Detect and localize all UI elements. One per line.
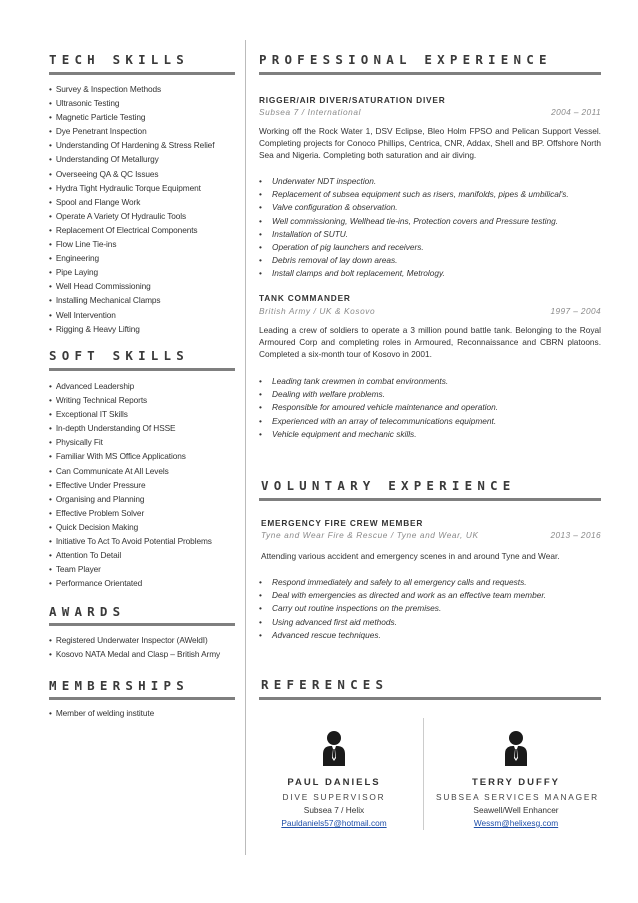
list-item: • Valve configuration & observation. <box>259 201 569 214</box>
column-divider <box>245 40 246 855</box>
list-item: • Installation of SUTU. <box>259 228 569 241</box>
list-item: • Leading tank crewmen in combat environments. <box>259 375 498 388</box>
job-duties-list <box>259 576 546 642</box>
tech-skills-heading: TECH SKILLS <box>49 52 189 67</box>
reference-card <box>436 730 599 828</box>
list-item: • Carry out routine inspections on the premises. <box>259 602 546 615</box>
memberships-list <box>49 706 154 720</box>
tech-skills-rule <box>49 72 235 75</box>
list-item: • Magnetic Particle Testing <box>49 110 214 124</box>
list-item: • Responsible for amoured vehicle maintenance and operation. <box>259 401 498 414</box>
list-item: • Member of welding institute <box>49 706 154 720</box>
list-item: • Well Intervention <box>49 308 214 322</box>
list-item: • Understanding Of Metallurgy <box>49 152 214 166</box>
list-item: • Using advanced first aid methods. <box>259 616 546 629</box>
list-item: • Quick Decision Making <box>49 520 212 534</box>
list-item: • Debris removal of lay down areas. <box>259 254 569 267</box>
job-duties-list <box>259 175 569 281</box>
professional-experience-rule <box>259 72 601 75</box>
tech-skills-list <box>49 82 214 336</box>
reference-email-link[interactable]: Wessm@helixesg.com <box>473 818 559 828</box>
list-item: • Exceptional IT Skills <box>49 407 212 421</box>
list-item: • Replacement Of Electrical Components <box>49 223 214 237</box>
list-item: • Can Communicate At All Levels <box>49 464 212 478</box>
list-item: • Dealing with welfare problems. <box>259 388 498 401</box>
list-item: • Kosovo NATA Medal and Clasp – British Army <box>49 647 220 661</box>
job-title: EMERGENCY FIRE CREW MEMBER <box>261 518 424 528</box>
list-item: • Attention To Detail <box>49 548 212 562</box>
list-item: • Understanding Of Hardening & Stress Relief <box>49 138 214 152</box>
awards-heading: AWARDS <box>49 604 126 619</box>
references-rule <box>259 697 601 700</box>
reference-name: TERRY DUFFY <box>472 777 560 788</box>
job-employer: British Army / UK & Kosovo <box>259 306 376 316</box>
job-title: TANK COMMANDER <box>259 293 351 303</box>
list-item: • Overseeing QA & QC Issues <box>49 167 214 181</box>
list-item: • Advanced Leadership <box>49 379 212 393</box>
list-item: • Vehicle equipment and mechanic skills. <box>259 428 498 441</box>
list-item: • Replacement of subsea equipment such as risers, manifolds, pipes & umbilical's. <box>259 188 569 201</box>
awards-rule <box>49 623 235 626</box>
list-item: • Writing Technical Reports <box>49 393 212 407</box>
job-employer: Subsea 7 / International <box>259 107 362 117</box>
list-item: • Well Head Commissioning <box>49 279 214 293</box>
references-heading: REFERENCES <box>261 677 389 692</box>
list-item: • Experienced with an array of telecommunications equipment. <box>259 415 498 428</box>
list-item: • Flow Line Tie-ins <box>49 237 214 251</box>
professional-experience-heading: PROFESSIONAL EXPERIENCE <box>259 52 552 67</box>
list-item: • Deal with emergencies as directed and work as an effective team member. <box>259 589 546 602</box>
list-item: • Physically Fit <box>49 435 212 449</box>
job-dates: 2004 – 2011 <box>551 107 601 117</box>
list-item: • Hydra Tight Hydraulic Torque Equipment <box>49 181 214 195</box>
job-summary: Attending various accident and emergency scenes in and around Tyne and Wear. <box>261 551 560 561</box>
reference-company: Seawell/Well Enhancer <box>473 805 559 815</box>
list-item: • Ultrasonic Testing <box>49 96 214 110</box>
list-item: • Initiative To Act To Avoid Potential Problems <box>49 534 212 548</box>
job-duties-list <box>259 375 498 441</box>
list-item: • Effective Problem Solver <box>49 506 212 520</box>
list-item: • Advanced rescue techniques. <box>259 629 546 642</box>
list-item: • Pipe Laying <box>49 265 214 279</box>
list-item: • In-depth Understanding Of HSSE <box>49 421 212 435</box>
list-item: • Install clamps and bolt replacement, Metrology. <box>259 267 569 280</box>
list-item: • Familiar With MS Office Applications <box>49 449 212 463</box>
reference-role: DIVE SUPERVISOR <box>282 792 386 802</box>
soft-skills-heading: SOFT SKILLS <box>49 348 189 363</box>
memberships-heading: MEMBERSHIPS <box>49 678 189 693</box>
reference-name: PAUL DANIELS <box>287 777 381 788</box>
memberships-rule <box>49 697 235 700</box>
list-item: • Underwater NDT inspection. <box>259 175 569 188</box>
job-dates: 2013 – 2016 <box>550 530 601 540</box>
list-item: • Spool and Flange Work <box>49 195 214 209</box>
person-icon <box>504 730 528 766</box>
list-item: • Operation of pig launchers and receivers. <box>259 241 569 254</box>
list-item: • Engineering <box>49 251 214 265</box>
list-item: • Team Player <box>49 562 212 576</box>
list-item: • Survey & Inspection Methods <box>49 82 214 96</box>
references-divider <box>423 718 424 830</box>
voluntary-experience-rule <box>259 498 601 501</box>
voluntary-experience-heading: VOLUNTARY EXPERIENCE <box>261 478 516 493</box>
reference-email-link[interactable]: Pauldaniels57@hotmail.com <box>281 818 387 828</box>
awards-list <box>49 633 220 661</box>
reference-role: SUBSEA SERVICES MANAGER <box>436 792 599 802</box>
list-item: • Operate A Variety Of Hydraulic Tools <box>49 209 214 223</box>
soft-skills-list <box>49 379 212 590</box>
list-item: • Installing Mechanical Clamps <box>49 293 214 307</box>
list-item: • Well commissioning, Wellhead tie-ins, Protection covers and Pressure testing. <box>259 215 569 228</box>
list-item: • Rigging & Heavy Lifting <box>49 322 214 336</box>
job-summary: Leading a crew of soldiers to operate a 3 million pound battle tank. Belonging to the Royal Armoured Corp and completing roles in Armoured, Reconnaissance and CBRN platoons. Completed a six-month tour of Kosovo in 2001. <box>259 325 601 360</box>
list-item: • Dye Penetrant Inspection <box>49 124 214 138</box>
soft-skills-rule <box>49 368 235 371</box>
job-dates: 1997 – 2004 <box>550 306 601 316</box>
list-item: • Effective Under Pressure <box>49 478 212 492</box>
list-item: • Registered Underwater Inspector (AWeldI) <box>49 633 220 647</box>
list-item: • Organising and Planning <box>49 492 212 506</box>
person-icon <box>322 730 346 766</box>
job-title: RIGGER/AIR DIVER/SATURATION DIVER <box>259 95 446 105</box>
list-item: • Performance Orientated <box>49 576 212 590</box>
reference-card <box>259 730 409 828</box>
job-summary: Working off the Rock Water 1, DSV Eclipse, Bleo Holm FPSO and Pelican Support Vessel. Completing projects for Conoco Phillips, Centrica, CNR, Addax, Shell and BP. Offshore North Sea and Nigeria. Completing both saturation and air diving. <box>259 126 601 161</box>
list-item: • Respond immediately and safely to all emergency calls and requests. <box>259 576 546 589</box>
job-employer: Tyne and Wear Fire & Rescue / Tyne and Wear, UK <box>261 530 479 540</box>
reference-company: Subsea 7 / Helix <box>303 805 365 815</box>
